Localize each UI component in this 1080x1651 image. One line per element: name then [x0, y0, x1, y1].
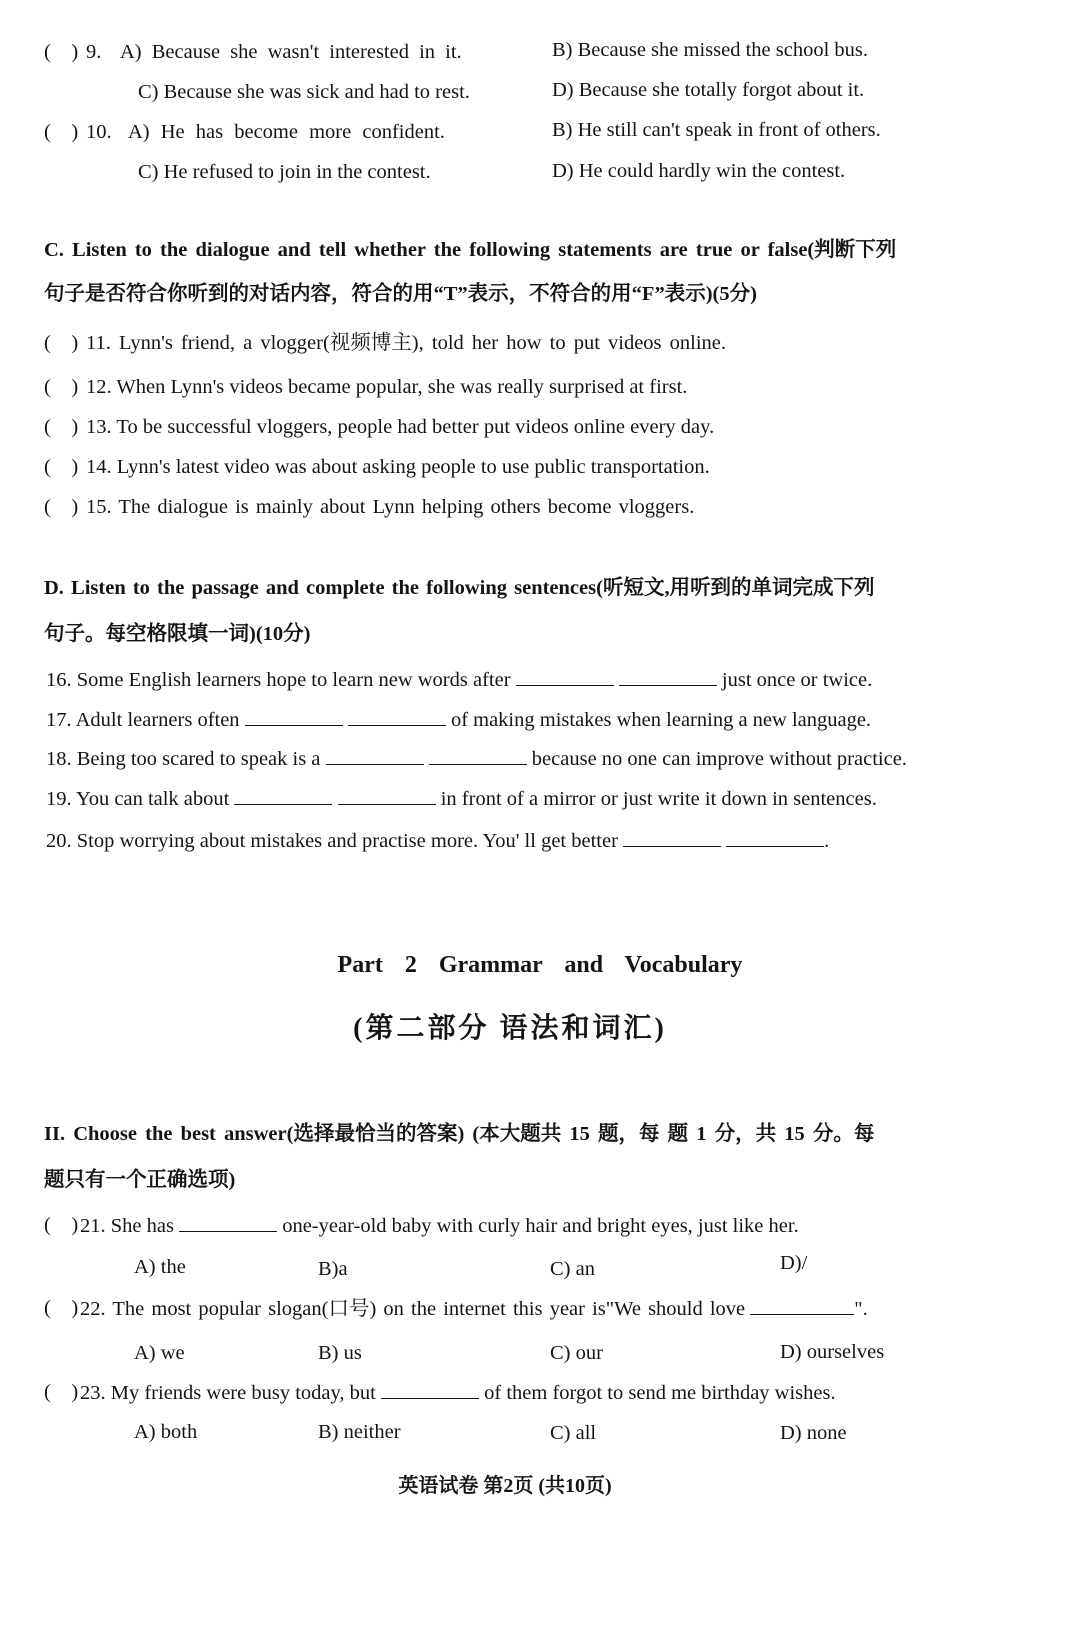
- q9-option-d: D) Because she totally forgot about it.: [552, 79, 865, 101]
- sentence-17-blank-1[interactable]: [245, 707, 343, 726]
- section-ii-instruction-line1: II. Choose the best answer(选择最恰当的答案) (本大题共 15 题，每 题 1 分，共 15 分。每: [44, 1123, 875, 1145]
- q13-answer-paren[interactable]: ( ): [44, 416, 79, 438]
- q10-answer-paren[interactable]: ( ): [44, 121, 79, 143]
- q23-blank[interactable]: [381, 1380, 479, 1399]
- sentence-19-blank-2[interactable]: [338, 786, 436, 805]
- sentence-17-text-after: of making mistakes when learning a new language.: [450, 709, 872, 731]
- sentence-17-blank-2[interactable]: [348, 707, 446, 726]
- section-c-instruction-line2: 句子是否符合你听到的对话内容，符合的用“T”表示，不符合的用“F”表示)(5分): [44, 283, 757, 305]
- q23-option-b: B) neither: [318, 1421, 401, 1443]
- sentence-20-text-after: .: [824, 830, 830, 852]
- q10-number: 10.: [86, 121, 112, 143]
- q21-blank[interactable]: [179, 1213, 277, 1232]
- q23-stem: [80, 1380, 836, 1405]
- sentence-19-text-after: in front of a mirror or just write it down in sentences.: [440, 788, 877, 810]
- q22-text-after: ".: [854, 1298, 868, 1320]
- sentence-16-text-after: just once or twice.: [721, 669, 873, 691]
- sentence-20-blank-1[interactable]: [623, 828, 721, 847]
- sentence-17: [46, 707, 871, 732]
- section-c-instruction-line1: C. Listen to the dialogue and tell whether the following statements are true or false(判断下列: [44, 239, 897, 261]
- q13-statement: 13. To be successful vloggers, people had better put videos online every day.: [86, 416, 715, 438]
- q15-answer-paren[interactable]: ( ): [44, 496, 79, 518]
- q22-answer-paren[interactable]: ( ): [44, 1297, 79, 1319]
- q21-option-d: D)/: [780, 1252, 808, 1274]
- q21-text-after: one-year-old baby with curly hair and bright eyes, just like her.: [282, 1215, 799, 1237]
- q23-text-after: of them forgot to send me birthday wishes.: [484, 1382, 836, 1404]
- q22-option-d: D) ourselves: [780, 1341, 885, 1363]
- q9-answer-paren[interactable]: ( ): [44, 41, 79, 63]
- q11-answer-paren[interactable]: ( ): [44, 332, 79, 354]
- q22-blank[interactable]: [750, 1296, 854, 1315]
- sentence-20-text-before: 20. Stop worrying about mistakes and practise more. You' ll get better: [46, 830, 618, 852]
- q9-option-a: A) Because she wasn't interested in it.: [120, 41, 462, 63]
- q10-option-d: D) He could hardly win the contest.: [552, 160, 846, 182]
- sentence-18-text-before: 18. Being too scared to speak is a: [46, 748, 321, 770]
- sentence-18-blank-1[interactable]: [326, 746, 424, 765]
- q14-answer-paren[interactable]: ( ): [44, 456, 79, 478]
- part-2-title: Part 2 Grammar and Vocabulary: [337, 952, 743, 978]
- q21-option-c: C) an: [550, 1258, 595, 1280]
- q9-option-c: C) Because she was sick and had to rest.: [138, 81, 470, 103]
- q21-answer-paren[interactable]: ( ): [44, 1214, 79, 1236]
- q22-option-a: A) we: [134, 1342, 185, 1364]
- q12-statement: 12. When Lynn's videos became popular, she was really surprised at first.: [86, 376, 688, 398]
- q21-option-a: A) the: [134, 1256, 186, 1278]
- sentence-18: [46, 746, 907, 771]
- q22-option-c: C) our: [550, 1342, 603, 1364]
- q10-option-b: B) He still can't speak in front of others.: [552, 119, 881, 141]
- q23-option-c: C) all: [550, 1422, 597, 1444]
- q10-option-a: A) He has become more confident.: [128, 121, 445, 143]
- sentence-19-blank-1[interactable]: [234, 786, 332, 805]
- q23-option-d: D) none: [780, 1422, 847, 1444]
- q12-answer-paren[interactable]: ( ): [44, 376, 79, 398]
- q10-option-c: C) He refused to join in the contest.: [138, 161, 431, 183]
- sentence-16: [46, 667, 872, 692]
- q23-text-before: 23. My friends were busy today, but: [80, 1382, 376, 1404]
- q11-statement: 11. Lynn's friend, a vlogger(视频博主), told her how to put videos online.: [86, 332, 727, 354]
- q22-stem: [80, 1296, 868, 1321]
- sentence-18-blank-2[interactable]: [429, 746, 527, 765]
- q21-stem: [80, 1213, 799, 1238]
- q22-option-b: B) us: [318, 1342, 362, 1364]
- q23-option-a: A) both: [134, 1421, 198, 1443]
- sentence-20: [46, 828, 829, 853]
- sentence-20-blank-2[interactable]: [726, 828, 824, 847]
- sentence-17-text-before: 17. Adult learners often: [46, 709, 240, 731]
- sentence-19: [46, 786, 877, 811]
- q22-text-before: 22. The most popular slogan(口号) on the internet this year is"We should love: [80, 1298, 746, 1320]
- page-footer: 英语试卷 第2页 (共10页): [398, 1475, 612, 1497]
- q21-option-b: B)a: [318, 1258, 348, 1280]
- q21-text-before: 21. She has: [80, 1215, 174, 1237]
- q23-answer-paren[interactable]: ( ): [44, 1381, 79, 1403]
- section-d-instruction-line1: D. Listen to the passage and complete the following sentences(听短文,用听到的单词完成下列: [44, 577, 875, 599]
- sentence-16-blank-1[interactable]: [516, 667, 614, 686]
- section-d-instruction-line2: 句子。每空格限填一词)(10分): [44, 623, 311, 645]
- sentence-16-text-before: 16. Some English learners hope to learn new words after: [46, 669, 511, 691]
- sentence-19-text-before: 19. You can talk about: [46, 788, 230, 810]
- part-2-subtitle: (第二部分 语法和词汇): [353, 1013, 667, 1044]
- sentence-16-blank-2[interactable]: [619, 667, 717, 686]
- q9-option-b: B) Because she missed the school bus.: [552, 39, 868, 61]
- section-ii-instruction-line2: 题只有一个正确选项): [44, 1169, 236, 1191]
- q14-statement: 14. Lynn's latest video was about asking people to use public transportation.: [86, 456, 710, 478]
- sentence-18-text-after: because no one can improve without practice.: [531, 748, 907, 770]
- q15-statement: 15. The dialogue is mainly about Lynn helping others become vloggers.: [86, 496, 695, 518]
- q9-number: 9.: [86, 41, 102, 63]
